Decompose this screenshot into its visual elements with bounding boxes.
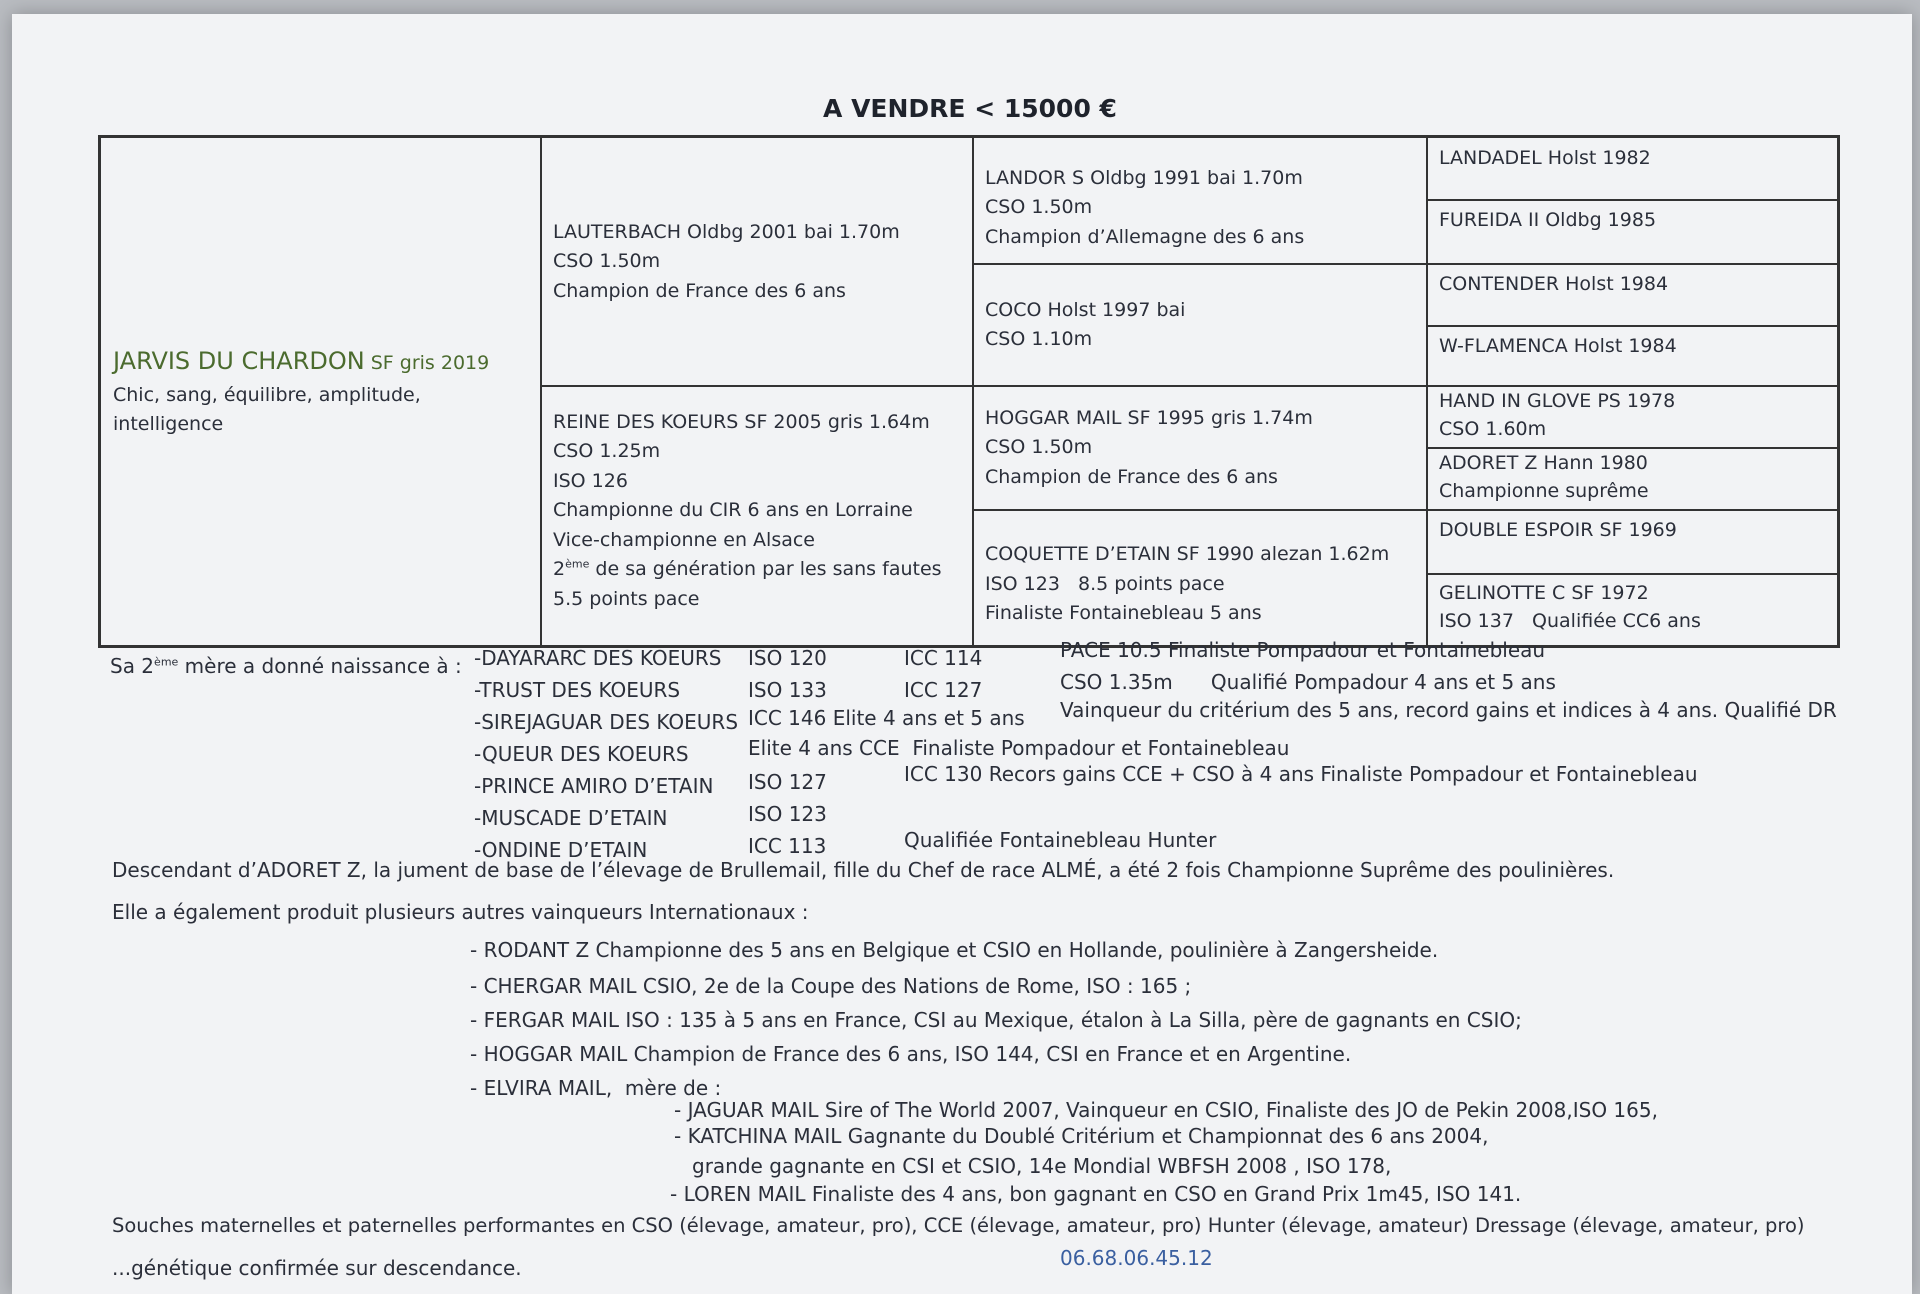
grandparent-cell-5 <box>1426 385 1838 449</box>
elvira-item: - KATCHINA MAIL Gagnante du Doublé Critérium et Championnat des 6 ans 2004, <box>674 1124 1489 1148</box>
winner-item: - CHERGAR MAIL CSIO, 2e de la Coupe des Nations de Rome, ISO : 165 ; <box>470 974 1192 998</box>
dam-dam-line-2: Finaliste Fontainebleau 5 ans <box>985 602 1262 625</box>
dam-line-5-sup: ème <box>565 557 590 571</box>
offspring-c2: ISO 120 <box>748 646 827 670</box>
offspring-intro-a: Sa 2 <box>110 654 155 678</box>
offspring-row-6: -MUSCADE D’ETAIN <box>474 806 668 830</box>
also-paragraph: Elle a également produit plusieurs autres vainqueurs Internationaux : <box>112 900 809 924</box>
offspring-intro-sup: ème <box>154 655 179 669</box>
dam-line-6: 5.5 points pace <box>553 587 700 610</box>
grandparent-cell-2 <box>1426 199 1838 265</box>
offspring-c2: ICC 146 Elite 4 ans et 5 ans <box>748 706 1025 730</box>
dam-line-5 <box>553 555 961 584</box>
gp3-name: CONTENDER Holst 1984 <box>1439 273 1669 295</box>
offspring-intro <box>110 656 462 676</box>
horse-description: Chic, sang, équilibre, amplitude, intelligence <box>113 383 421 436</box>
winner-item: - FERGAR MAIL ISO : 135 à 5 ans en France, CSI au Mexique, étalon à La Silla, père de gagnants en CSIO; <box>470 1008 1522 1032</box>
sire-name: LAUTERBACH Oldbg 2001 bai 1.70m <box>553 220 900 243</box>
gp6-name: ADORET Z Hann 1980 <box>1439 452 1648 474</box>
offspring-row-7: -ONDINE D’ETAIN <box>474 838 648 862</box>
offspring-c3: ICC 127 <box>904 678 983 702</box>
dam-line-2: ISO 126 <box>553 469 628 492</box>
descendant-paragraph: Descendant d’ADORET Z, la jument de base de l’élevage de Brullemail, fille du Chef de race ALMÉ, a été 2 fois Championne Suprême des poulinières. <box>112 858 1615 882</box>
sire-sire-name: LANDOR S Oldbg 1991 bai 1.70m <box>985 166 1303 189</box>
offspring-c4: CSO 1.35m Qualifié Pompadour 4 ans et 5 ans <box>1060 670 1556 694</box>
grandparent-cell-6 <box>1426 447 1838 511</box>
dam-dam-cell <box>972 509 1428 646</box>
offspring-name: -DAYARARC DES KOEURS <box>474 646 722 670</box>
grandparent-cell-8 <box>1426 573 1838 646</box>
offspring-row-5: -PRINCE AMIRO D’ETAIN <box>474 774 714 798</box>
horse-detail: SF gris 2019 <box>370 352 490 375</box>
elvira-item: grande gagnante en CSI et CSIO, 14e Mondial WBFSH 2008 , ISO 178, <box>692 1154 1392 1178</box>
sire-line-1: CSO 1.50m <box>553 250 661 273</box>
offspring-c3: ICC 114 <box>904 646 983 670</box>
gp2-name: FUREIDA II Oldbg 1985 <box>1439 209 1657 231</box>
winner-item: - ELVIRA MAIL, mère de : <box>470 1076 722 1100</box>
dam-sire-name: HOGGAR MAIL SF 1995 gris 1.74m <box>985 406 1313 429</box>
offspring-row-2: -TRUST DES KOEURS <box>474 678 681 702</box>
grandparent-cell-4 <box>1426 325 1838 387</box>
gp5-name: HAND IN GLOVE PS 1978 <box>1439 390 1676 412</box>
sire-sire-line-1: CSO 1.50m <box>985 196 1093 219</box>
pedigree-table <box>98 135 1840 648</box>
offspring-c2: ISO 127 <box>748 770 827 794</box>
dam-line-5b: de sa génération par les sans fautes <box>589 558 942 581</box>
horse-name-line <box>113 343 529 380</box>
offspring-c2: ICC 113 <box>748 834 827 858</box>
offspring-c2: ISO 133 <box>748 678 827 702</box>
dam-sire-line-1: CSO 1.50m <box>985 436 1093 459</box>
dam-dam-name: COQUETTE D’ETAIN SF 1990 alezan 1.62m <box>985 543 1390 566</box>
dam-line-5a: 2 <box>553 558 566 581</box>
gp8-line-1: ISO 137 Qualifiée CC6 ans <box>1439 609 1701 632</box>
dam-sire-cell <box>972 385 1428 511</box>
offspring-row-3: -SIREJAGUAR DES KOEURS <box>474 710 739 734</box>
gp7-name: DOUBLE ESPOIR SF 1969 <box>1439 519 1677 541</box>
elvira-item: - JAGUAR MAIL Sire of The World 2007, Vainqueur en CSIO, Finaliste des JO de Pekin 2008,ISO 165, <box>674 1098 1658 1122</box>
dam-sire-line-2: Champion de France des 6 ans <box>985 465 1278 488</box>
winner-item: - RODANT Z Championne des 5 ans en Belgique et CSIO en Hollande, poulinière à Zangersheide. <box>470 938 1439 962</box>
horse-name: JARVIS DU CHARDON <box>113 347 365 376</box>
offspring-c2: Elite 4 ans CCE Finaliste Pompadour et Fontainebleau <box>748 736 1290 760</box>
sire-line-2: Champion de France des 6 ans <box>553 279 846 302</box>
page-title: A VENDRE < 15000 € <box>823 94 1117 123</box>
dam-cell <box>540 385 974 646</box>
sire-dam-name: COCO Holst 1997 bai <box>985 298 1186 321</box>
offspring-row-4: -QUEUR DES KOEURS <box>474 742 689 766</box>
gp6-line-1: Championne suprême <box>1439 479 1649 502</box>
dam-dam-line-1: ISO 123 8.5 points pace <box>985 572 1225 595</box>
gp8-name: GELINOTTE C SF 1972 <box>1439 582 1649 604</box>
winner-item: - HOGGAR MAIL Champion de France des 6 ans, ISO 144, CSI en France et en Argentine. <box>470 1042 1352 1066</box>
sire-sire-line-2: Champion d’Allemagne des 6 ans <box>985 225 1305 248</box>
grandparent-cell-1 <box>1426 137 1838 201</box>
dam-line-4: Vice-championne en Alsace <box>553 528 815 551</box>
offspring-row-1 <box>474 648 721 668</box>
offspring-c4: Vainqueur du critérium des 5 ans, record gains et indices à 4 ans. Qualifié DR <box>1060 698 1837 722</box>
horse-cell <box>100 137 542 646</box>
gp4-name: W-FLAMENCA Holst 1984 <box>1439 335 1677 357</box>
gp1-name: LANDADEL Holst 1982 <box>1439 147 1651 169</box>
elvira-item: - LOREN MAIL Finaliste des 4 ans, bon gagnant en CSO en Grand Prix 1m45, ISO 141. <box>670 1182 1522 1206</box>
sire-sire-cell <box>972 137 1428 265</box>
offspring-c3: Qualifiée Fontainebleau Hunter <box>904 828 1217 852</box>
grandparent-cell-7 <box>1426 509 1838 575</box>
offspring-c2: ISO 123 <box>748 802 827 826</box>
offspring-c4: PACE 10.5 Finaliste Pompadour et Fontainebleau <box>1060 638 1546 662</box>
sire-dam-cell <box>972 263 1428 387</box>
bottom-cut-line: ...génétique confirmée sur descendance. <box>112 1256 522 1280</box>
dam-line-3: Championne du CIR 6 ans en Lorraine <box>553 499 913 522</box>
phone-number: 06.68.06.45.12 <box>1060 1246 1213 1270</box>
dam-line-1: CSO 1.25m <box>553 440 661 463</box>
offspring-intro-b: mère a donné naissance à : <box>178 654 462 678</box>
gp5-line-1: CSO 1.60m <box>1439 417 1547 440</box>
offspring-c3: ICC 130 Recors gains CCE + CSO à 4 ans Finaliste Pompadour et Fontainebleau <box>904 762 1698 786</box>
sire-dam-line-1: CSO 1.10m <box>985 328 1093 350</box>
dam-name: REINE DES KOEURS SF 2005 gris 1.64m <box>553 411 930 433</box>
souches-paragraph: Souches maternelles et paternelles performantes en CSO (élevage, amateur, pro), CCE (élevage, amateur, pro) Hunter (élevage, amateur) Dressage (élevage, amateur, pro) <box>112 1214 1805 1237</box>
grandparent-cell-3 <box>1426 263 1838 327</box>
sire-cell <box>540 137 974 387</box>
